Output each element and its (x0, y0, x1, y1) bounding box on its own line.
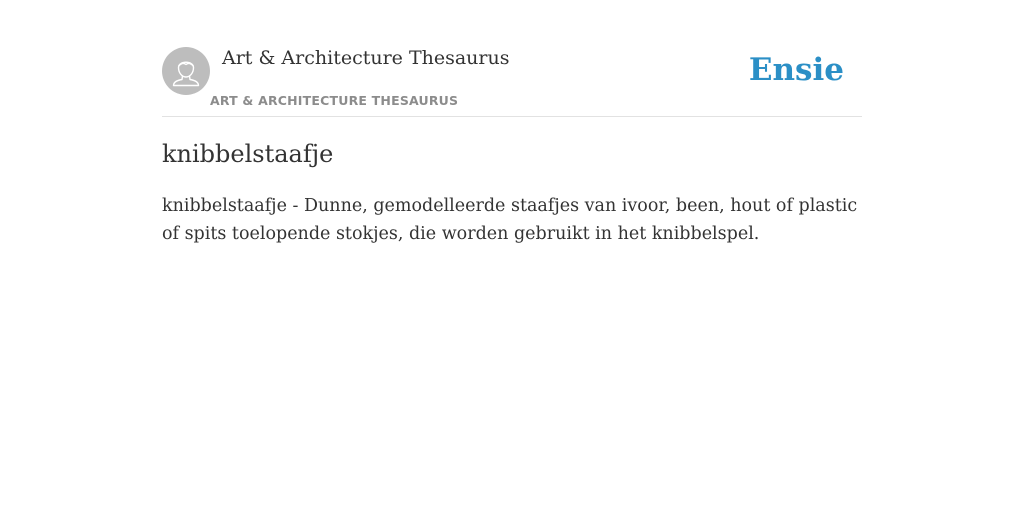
definition-text: knibbelstaafje - Dunne, gemodelleerde staafjes van ivoor, been, hout of plastic of spits toelopende stokjes, die worden gebruikt in het knibbelspel. (162, 196, 858, 244)
user-silhouette-icon (162, 47, 210, 95)
avatar[interactable] (162, 47, 210, 95)
term-title: knibbelstaafje (162, 140, 334, 168)
content-container (162, 0, 862, 244)
source-label[interactable]: ART & ARCHITECTURE THESAURUS (210, 93, 459, 108)
header (162, 0, 862, 117)
author-name[interactable]: Art & Architecture Thesaurus (222, 47, 510, 69)
brand-logo[interactable]: Ensie (748, 52, 844, 88)
